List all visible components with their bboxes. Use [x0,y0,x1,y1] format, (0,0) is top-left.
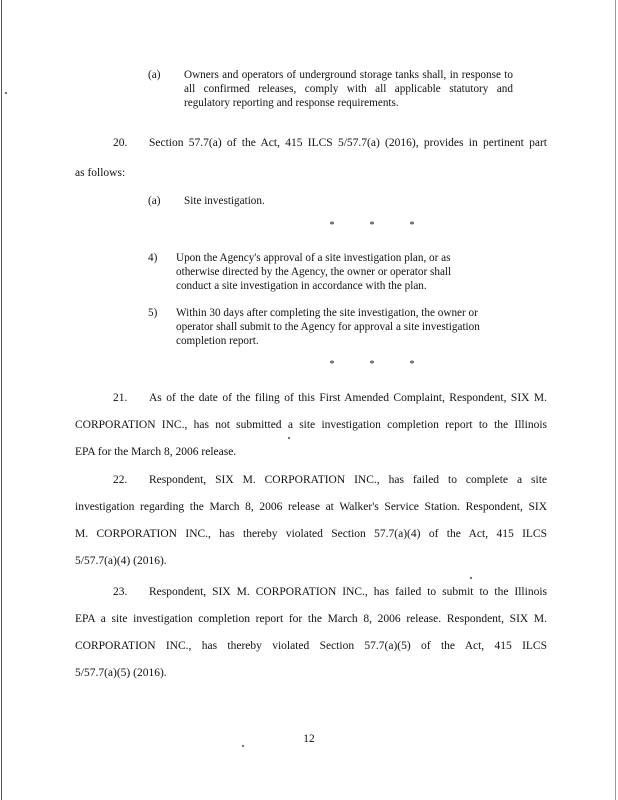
quote-label: (a) [148,195,161,207]
paragraph-line: Respondent, SIX M. CORPORATION INC., has failed to submit to the Illinois [149,586,547,598]
paragraph-line: investigation regarding the March 8, 2006 release at Walker's Service Station. Respondent, SIX [75,501,547,513]
subsection-text: Owners and operators of underground storage tanks shall, in response to all confirmed releases, comply with all applicable statutory and regulatory reporting and response requirements. [184,69,513,109]
paragraph-21 [75,385,547,466]
paragraph-22 [75,467,547,575]
paragraph-line: 5/57.7(a)(4) (2016). [75,555,167,567]
paragraph-line: 5/57.7(a)(5) (2016). [75,667,167,679]
quote-item-text: Within 30 days after completing the site investigation, the owner or operator shall submit to the Agency for approval a site investigation completion report. [176,307,480,347]
paragraph-line: M. CORPORATION INC., has thereby violated Section 57.7(a)(4) of the Act, 415 ILCS [75,528,547,540]
star: * [409,220,415,231]
ellipsis-stars-1 [312,220,432,231]
star: * [409,359,415,370]
star: * [329,359,335,370]
paragraph-number: 20. [113,137,128,149]
quote-item-label: 4) [148,252,158,264]
paragraph-line: as follows: [75,167,126,179]
scan-speck [5,92,7,94]
star: * [369,359,375,370]
paragraph-line: CORPORATION INC., has not submitted a site investigation completion report to the Illinois [75,419,547,431]
page-number: 12 [303,733,315,745]
paragraph-number: 21. [113,392,128,404]
star: * [329,220,335,231]
star: * [369,220,375,231]
quote-heading: Site investigation. [184,195,265,207]
paragraph-20 [75,130,547,187]
paragraph-number: 22. [113,474,128,486]
paragraph-line: Respondent, SIX M. CORPORATION INC., has failed to complete a site [149,474,547,486]
scan-speck [242,745,244,747]
quote-item-label: 5) [148,307,158,319]
subsection-label: (a) [148,69,161,81]
paragraph-line: EPA a site investigation completion report for the March 8, 2006 release. Respondent, SIX M. [75,613,547,625]
paragraph-line: As of the date of the filing of this First Amended Complaint, Respondent, SIX M. [149,392,547,404]
ellipsis-stars-2 [312,359,432,370]
paragraph-number: 23. [113,586,128,598]
scan-edge-right [615,0,616,800]
paragraph-23 [75,579,547,687]
scan-edge-left [1,0,2,800]
paragraph-line: CORPORATION INC., has thereby violated Section 57.7(a)(5) of the Act, 415 ILCS [75,640,547,652]
quote-item-text: Upon the Agency's approval of a site investigation plan, or as otherwise directed by the Agency, the owner or operator shall conduct a site investigation in accordance with the plan. [176,252,452,292]
paragraph-line: Section 57.7(a) of the Act, 415 ILCS 5/57.7(a) (2016), provides in pertinent part [149,137,547,149]
paragraph-line: EPA for the March 8, 2006 release. [75,446,237,458]
